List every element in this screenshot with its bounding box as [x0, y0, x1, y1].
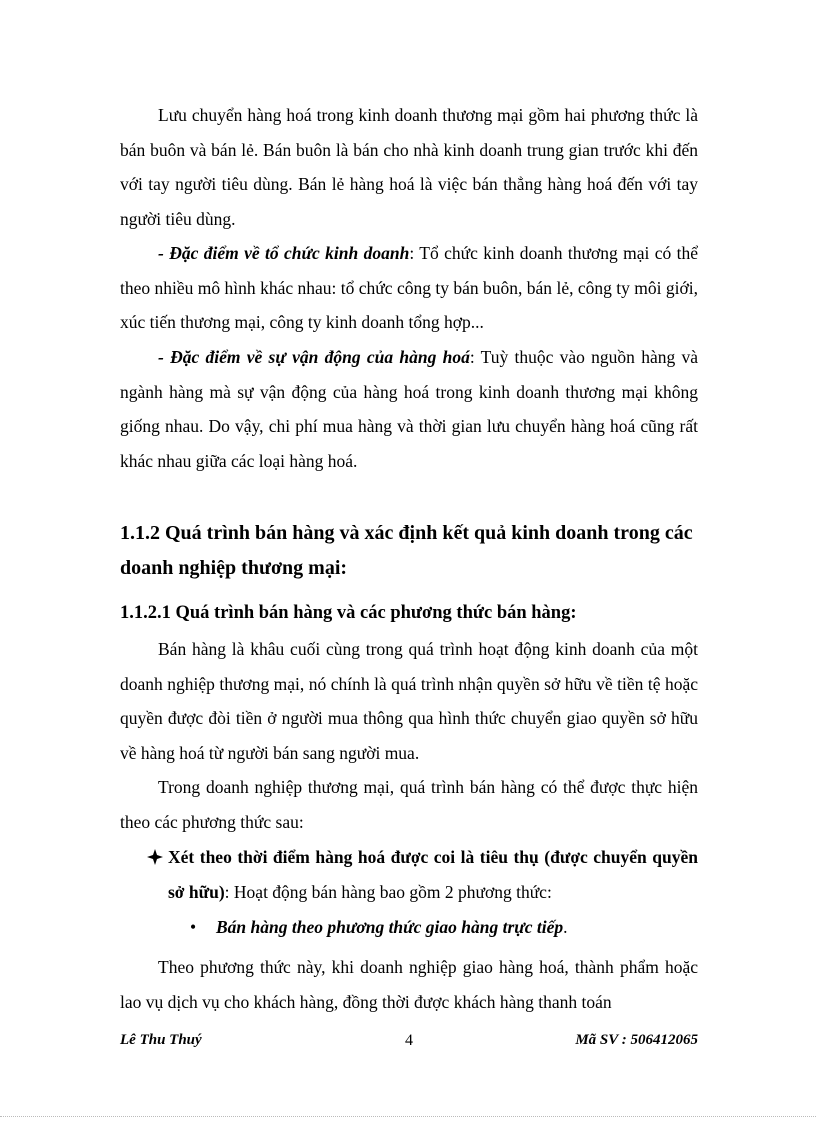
page-footer: [120, 1032, 698, 1058]
bullet-consumption-time-label: Xét theo thời điểm hàng hoá được coi là tiêu thụ (được chuyển quyền sở hữu): [168, 847, 698, 902]
label-business-organization: - Đặc điểm về tổ chức kinh doanh: [158, 243, 410, 263]
label-goods-movement: - Đặc điểm về sự vận động của hàng hoá: [158, 347, 470, 367]
bullet-consumption-time-text: : Hoạt động bán hàng bao gồm 2 phương thức:: [224, 881, 552, 902]
paragraph-trade-circulation: Lưu chuyển hàng hoá trong kinh doanh thương mại gồm hai phương thức là bán buôn và bán lẻ. Bán buôn là bán cho nhà kinh doanh trung gian trước khi đến với tay người tiêu dùng. Bán lẻ hàng hoá là việc bán thẳng hàng hoá đến với tay người tiêu dùng.: [120, 105, 698, 229]
heading-1-1-2-1: 1.1.2.1 Quá trình bán hàng và các phương thức bán hàng:: [120, 603, 577, 623]
paragraph-business-organization: [120, 236, 698, 340]
paragraph-sales-definition: Bán hàng là khâu cuối cùng trong quá trình hoạt động kinh doanh của một doanh nghiệp thương mại, nó chính là quá trình nhận quyền sở hữu về tiền tệ hoặc quyền được đòi tiền ở người mua thông qua hình thức chuyển giao quyền sở hữu về hàng hoá từ người bán sang người mua.: [120, 639, 698, 763]
paragraph-goods-movement: [120, 340, 698, 478]
dot-bullet-icon: •: [190, 917, 197, 937]
footer-author: Lê Thu Thuý: [120, 1032, 202, 1048]
diamond-bullet-icon: [146, 840, 166, 878]
subbullet-direct-delivery-label: Bán hàng theo phương thức giao hàng trực tiếp: [216, 917, 564, 937]
footer-student-id: Mã SV : 506412065: [575, 1032, 698, 1048]
text-business-organization: : Tổ chức kinh doanh thương mại có thể theo nhiều mô hình khác nhau: tổ chức công ty bán buôn, bán lẻ, công ty môi giới, xúc tiến thương mại, công ty kinh doanh tổng hợp...: [120, 243, 698, 332]
paragraph-direct-delivery-desc: Theo phương thức này, khi doanh nghiệp giao hàng hoá, thành phẩm hoặc lao vụ dịch vụ cho khách hàng, đồng thời được khách hàng thanh toán: [120, 957, 698, 1012]
footer-page-number: 4: [405, 1032, 413, 1049]
text-goods-movement: : Tuỳ thuộc vào nguồn hàng và ngành hàng mà sự vận động của hàng hoá trong kinh doanh thương mại không giống nhau. Do vậy, chi phí mua hàng và thời gian lưu chuyển hàng hoá cũng rất khác nhau giữa các loại hàng hoá.: [120, 347, 698, 471]
subbullet-direct-delivery: [190, 912, 698, 942]
bullet-consumption-time: [146, 840, 698, 909]
paragraph-sales-methods-intro: Trong doanh nghiệp thương mại, quá trình bán hàng có thể được thực hiện theo các phương thức sau:: [120, 777, 698, 832]
page-bottom-divider: [0, 1116, 816, 1117]
heading-1-1-2: 1.1.2 Quá trình bán hàng và xác định kết quả kinh doanh trong các doanh nghiệp thương mại:: [120, 522, 693, 579]
subbullet-direct-delivery-period: .: [563, 917, 568, 937]
